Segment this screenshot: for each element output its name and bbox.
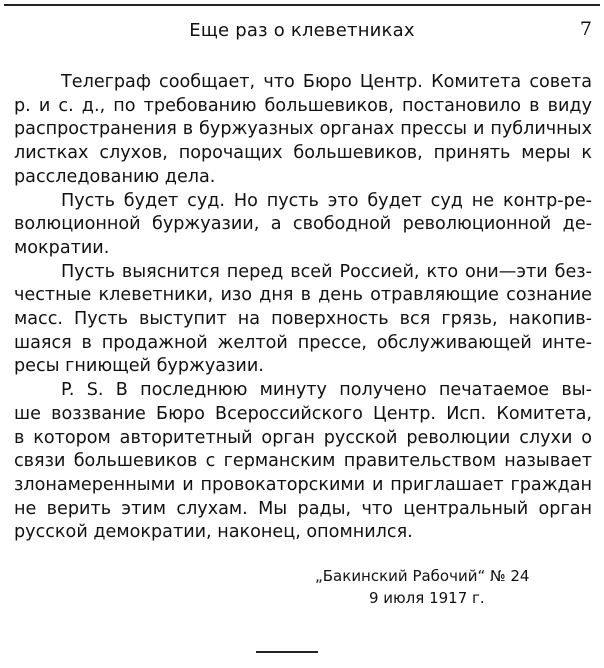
text-line: Пусть будет суд. Но пусть это будет суд не контр-ре-: [61, 190, 592, 211]
text-line: листках слухов, порочащих большевиков, принять меры к: [14, 143, 592, 164]
text-line: ресы гниющей буржуазии.: [14, 356, 264, 377]
text-line: расследованию дела.: [14, 166, 216, 187]
text-line: Пусть выяснится перед всей Россией, кто они—эти без-: [61, 261, 592, 282]
text-line: русской демократии, наконец, опомнился.: [14, 522, 413, 543]
text-line: связи большевиков с германским правительством называет: [14, 451, 592, 472]
page-number: 7: [579, 18, 592, 40]
article-body: [14, 71, 592, 545]
text-line: волюционной буржуазии, а свободной революционной де-: [14, 214, 592, 235]
footer-rule: [256, 651, 318, 653]
signature-block: [315, 565, 529, 609]
running-title: Еще раз о клеветниках: [189, 20, 415, 41]
text-line: ше воззвание Бюро Всероссийского Центр. Исп. Комитета,: [14, 403, 592, 424]
paragraph-3: [14, 261, 592, 380]
text-line: честные клеветники, изо дня в день отравляющие сознание: [14, 285, 592, 306]
text-line: злонамеренными и провокаторскими и приглашает граждан: [14, 474, 592, 495]
source-citation: „Бакинский Рабочий“ № 24: [315, 567, 530, 585]
publication-date: 9 июля 1917 г.: [369, 589, 485, 607]
paragraph-2: [14, 190, 592, 261]
text-line: мократии.: [14, 237, 110, 258]
paragraph-4-postscript: [14, 379, 592, 545]
paragraph-1: [14, 71, 592, 190]
text-line: р. и с. д., по требованию большевиков, постановило в виду: [14, 95, 592, 116]
text-line: масс. Пусть выступит на поверхность вся грязь, накопив-: [14, 309, 592, 330]
text-line: в котором авторитетный орган русской революции слухи о: [14, 427, 592, 448]
text-line: шаяся в продажной желтой прессе, обслуживающей инте-: [14, 332, 592, 353]
text-line: P. S. В последнюю минуту получено печатаемое вы-: [61, 380, 592, 401]
text-line: распространения в буржуазных органах прессы и публичных: [14, 119, 592, 140]
text-line: Телеграф сообщает, что Бюро Центр. Комитета совета: [61, 72, 592, 92]
text-line: не верить этим слухам. Мы рады, что центральный орган: [14, 498, 592, 519]
header-rule: [4, 4, 600, 6]
